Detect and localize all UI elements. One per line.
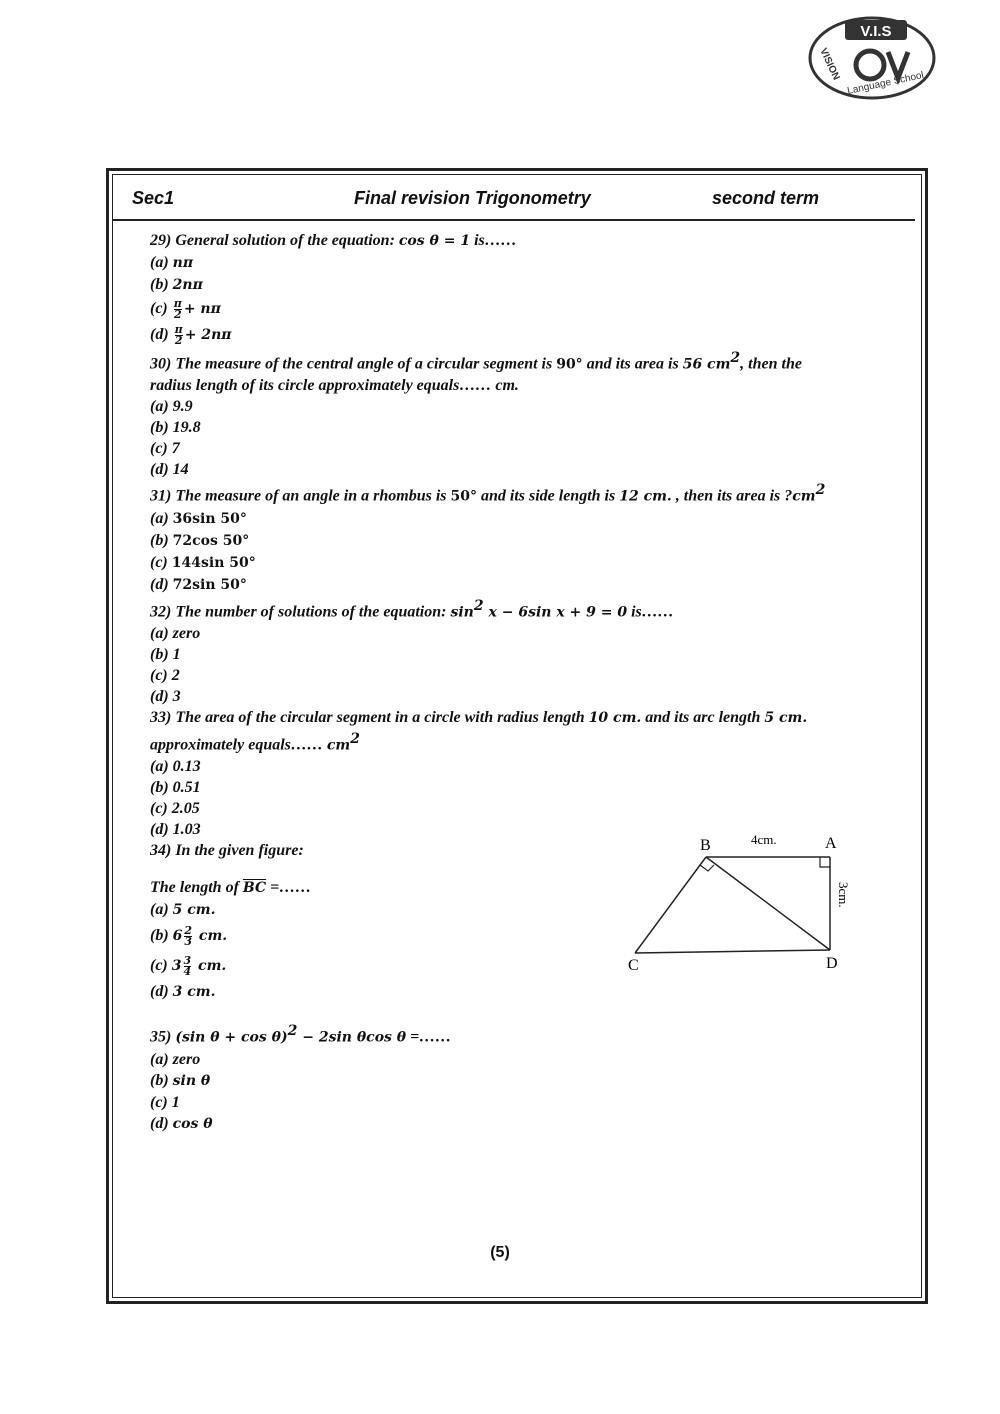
option-label: (b) (150, 276, 173, 293)
option-value: 72sin 50° (172, 576, 247, 593)
label-b: B (700, 837, 711, 854)
option-33a: (a) 0.13 (150, 758, 201, 776)
question-31-text-3: , then its area is ? (671, 487, 793, 505)
option-31c (150, 552, 890, 574)
option-label: (c) (150, 553, 172, 571)
option-label: (a) (150, 509, 173, 527)
option-value: 36sin 50° (172, 510, 247, 527)
option-label: (d) (150, 575, 173, 593)
question-34-segment: $\overline{BC}$ (242, 880, 267, 897)
question-32-eq-2: x − 6sin x + 9 = 0 (483, 603, 628, 620)
option-32b: (b) 1 (150, 645, 181, 663)
question-30-line2: radius length of its circle approximately equals…… cm. (150, 377, 519, 395)
option-value: + nπ (183, 301, 221, 317)
option-32c: (c) 2 (150, 666, 180, 684)
questions (150, 230, 890, 1135)
question-34-prompt-tail: =…… (266, 879, 312, 897)
school-logo (800, 10, 940, 105)
option-31a (150, 508, 890, 530)
question-31-length: 12 cm. (619, 488, 672, 505)
question-32-text: 32) The number of solutions of the equation: (150, 602, 451, 620)
question-35-eq-2: − 2sin θcos θ (297, 1029, 407, 1046)
right-angle-b (700, 865, 714, 871)
option-35d (150, 1113, 890, 1135)
question-33-arc: 5 cm. (764, 709, 808, 726)
label-ab-length: 4cm. (751, 832, 777, 847)
question-31-text: 31) The measure of an angle in a rhombus is (150, 487, 451, 505)
option-35b (150, 1070, 890, 1092)
segment-cd (635, 950, 830, 953)
option-label: (a) (150, 254, 173, 271)
question-29 (150, 230, 890, 252)
option-label: (b) (150, 531, 173, 549)
right-angle-a (820, 857, 830, 867)
fraction-denominator: 3 (184, 935, 193, 949)
option-unit: cm. (193, 958, 227, 975)
question-30-text: 30) The measure of the central angle of a circular segment is (150, 355, 557, 373)
fraction-denominator: 4 (183, 965, 192, 979)
logo-top-text: V.I.S (860, 23, 892, 40)
option-label: (d) (150, 326, 173, 343)
fraction-numerator: π (174, 322, 183, 336)
question-30-text-3: , then the (740, 355, 802, 373)
header-divider (112, 219, 915, 221)
segment-bc (635, 857, 706, 953)
question-35-number: 35) (150, 1028, 176, 1046)
option-30d: (d) 14 (150, 461, 189, 479)
option-35a: (a) zero (150, 1050, 201, 1068)
option-29a (150, 252, 890, 274)
logo-ring-text: Language School (846, 69, 925, 97)
option-value: 5 cm. (172, 902, 216, 919)
fraction-denominator: 2 (173, 307, 182, 321)
fraction (173, 296, 182, 321)
option-30c: (c) 7 (150, 440, 180, 458)
question-30: 30) The measure of the central angle of a circular segment is 90° and its area is 56 $cm^2$, then the (150, 350, 802, 373)
option-value: 144sin 50° (171, 554, 256, 571)
fraction-numerator: 3 (183, 954, 192, 968)
question-33-radius: 10 cm. (588, 709, 642, 726)
question-29-text: 29) General solution of the equation: (150, 232, 399, 249)
question-35-eq: (sin θ + cos θ) (175, 1029, 288, 1046)
label-ad-length: 3cm. (836, 882, 851, 908)
mixed-whole: 6 (172, 928, 183, 945)
question-33-text: 33) The area of the circular segment in a circle with radius length (150, 708, 589, 726)
option-32a: (a) zero (150, 624, 201, 642)
question-30-text-2: and its area is (582, 355, 683, 373)
question-35-tail: =…… (406, 1028, 452, 1046)
question-33-text-3: approximately equals…… (150, 736, 327, 754)
option-30b: (b) 19.8 (150, 419, 201, 437)
segment-bd (706, 857, 830, 950)
option-35c: (c) 1 (150, 1093, 180, 1111)
page-header (132, 188, 832, 214)
option-29b (150, 274, 890, 296)
option-29d (150, 322, 890, 348)
question-30-area: 56 cm (682, 356, 731, 373)
question-34: 34) In the given figure: (150, 842, 304, 860)
fraction-numerator: 2 (184, 924, 193, 938)
option-label: (d) (150, 983, 173, 1001)
fraction (184, 956, 192, 977)
option-34d (150, 981, 890, 1003)
question-32-tail: is…… (627, 602, 674, 620)
fraction-numerator: π (173, 296, 182, 310)
option-33b: (b) 0.51 (150, 779, 201, 797)
option-value: 2nπ (172, 277, 203, 293)
question-31-text-2: and its side length is (476, 487, 620, 505)
question-31-unit: cm (792, 488, 816, 505)
fraction (174, 322, 183, 347)
question-33-unit: cm (326, 737, 351, 754)
mixed-whole: 3 (171, 958, 182, 975)
option-value: cos θ (172, 1115, 213, 1132)
header-title: Final revision Trigonometry (354, 188, 591, 208)
option-32d: (d) 3 (150, 687, 181, 705)
option-label: (d) (150, 1114, 173, 1132)
option-unit: cm. (194, 928, 228, 945)
question-35 (150, 1021, 890, 1048)
option-value: + 2nπ (184, 327, 232, 343)
fraction-denominator: 2 (174, 333, 183, 347)
fraction (184, 926, 192, 947)
label-a: A (825, 835, 837, 852)
question-35-exponent: 2 (287, 1023, 298, 1040)
question-34-figure (620, 830, 860, 980)
option-31b (150, 530, 890, 552)
question-33 (150, 707, 890, 729)
question-29-tail: is…… (470, 232, 517, 249)
label-c: C (628, 957, 639, 974)
question-29-equation: cos θ = 1 (398, 233, 471, 249)
option-value: 72cos 50° (172, 532, 250, 549)
question-31-angle: 50° (450, 488, 477, 505)
option-label: (b) (150, 927, 173, 945)
option-label: (c) (150, 300, 172, 317)
option-value: sin θ (172, 1072, 211, 1089)
option-value: nπ (172, 255, 194, 271)
header-term: second term (712, 188, 820, 208)
option-29c (150, 296, 890, 322)
question-31: 31) The measure of an angle in a rhombus is 50° and its side length is 12 cm. , then its area is $?cm^2$ (150, 482, 826, 505)
header-section: Sec1 (132, 188, 175, 208)
option-label: (b) (150, 1071, 173, 1089)
option-30a: (a) 9.9 (150, 398, 193, 416)
option-value: 3 cm. (172, 984, 216, 1001)
question-33-line2: approximately equals…… $cm^2$ (150, 730, 360, 754)
page-number: (5) (490, 1244, 510, 1261)
label-d: D (826, 955, 838, 972)
question-34-prompt-text: The length of (150, 879, 243, 897)
question-32: 32) The number of solutions of the equation: $\sin^2 x - 6\sin$ x + 9 = 0 is…… (150, 597, 674, 620)
option-33c: (c) 2.05 (150, 800, 200, 818)
option-31d (150, 574, 890, 596)
question-30-angle: 90° (556, 356, 583, 373)
option-label: (c) (150, 957, 172, 975)
question-33-text-2: and its arc length (641, 708, 765, 726)
option-label: (a) (150, 901, 173, 919)
logo-side-text: VISION (817, 46, 842, 82)
question-32-eq: sin (450, 603, 474, 620)
option-33d: (d) 1.03 (150, 821, 201, 839)
